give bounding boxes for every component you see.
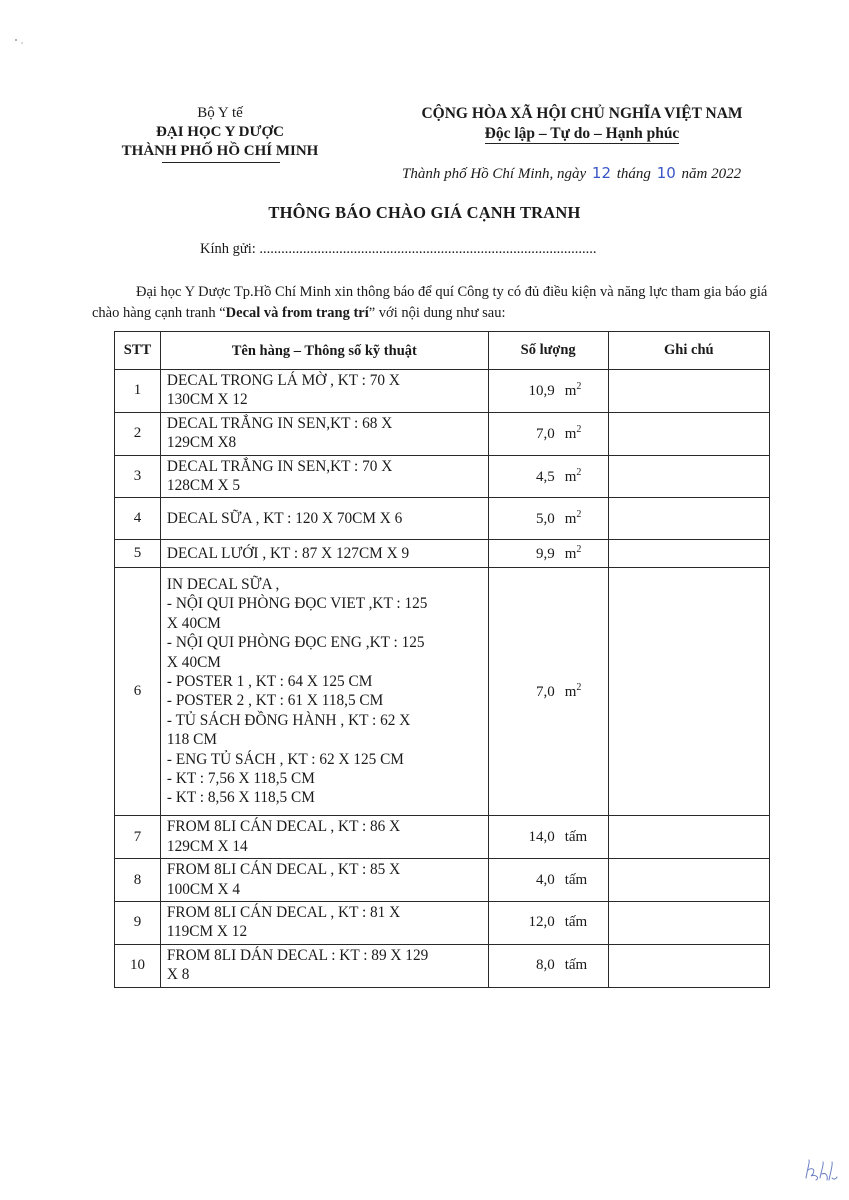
item-spec-line: - NỘI QUI PHÒNG ĐỌC ENG ,KT : 125 <box>166 634 425 652</box>
item-spec-line: IN DECAL SỮA , <box>166 576 280 593</box>
row-item-name <box>160 540 488 568</box>
row-note <box>608 455 769 498</box>
unit-text: tấm <box>564 828 588 845</box>
table-row <box>115 902 770 945</box>
unit-text: tấm <box>564 914 588 931</box>
intro-paragraph <box>92 282 772 324</box>
row-item-name <box>160 902 488 945</box>
dateline-year: năm 2022 <box>681 166 742 182</box>
table-row <box>115 455 770 498</box>
handwritten-month: 10 <box>656 164 676 182</box>
row-quantity <box>488 370 608 413</box>
item-spec-line: X 40CM <box>166 653 221 671</box>
item-spec-line: 129CM X 14 <box>166 837 248 855</box>
item-spec-line: DECAL LƯỚI , KT : 87 X 127CM X 9 <box>166 544 410 562</box>
item-spec-line: - KT : 7,56 X 118,5 CM <box>166 770 315 788</box>
row-quantity <box>488 859 608 902</box>
table-row <box>115 816 770 859</box>
quantity-unit <box>565 544 582 563</box>
row-quantity <box>488 540 608 568</box>
row-stt: 9 <box>115 902 161 945</box>
row-item-name <box>160 370 488 413</box>
quantity-unit <box>565 829 588 846</box>
header-stt: STT <box>115 332 161 370</box>
item-spec-line: X 40CM <box>166 614 221 632</box>
unit-exponent: 2 <box>576 424 582 436</box>
item-spec-line: 128CM X 5 <box>166 477 241 495</box>
item-spec-line: - KT : 8,56 X 118,5 CM <box>166 789 315 807</box>
item-spec-line: - ENG TỦ SÁCH , KT : 62 X 125 CM <box>166 750 404 768</box>
intro-start: Đại học Y Dược Tp.Hồ Chí Minh xin thông báo để quí Công ty có đủ điều kiện và năng lực tham gia báo giá chào hàng cạnh tranh “ <box>92 284 768 321</box>
table-row <box>115 944 770 987</box>
item-spec-line: - POSTER 1 , KT : 64 X 125 CM <box>166 673 373 691</box>
quantity-value: 12,0 <box>528 914 555 931</box>
item-spec-line: FROM 8LI CÁN DECAL , KT : 86 X <box>166 818 401 836</box>
dateline-month-label: tháng <box>616 166 651 182</box>
item-spec-line: - NỘI QUI PHÒNG ĐỌC VIET ,KT : 125 <box>166 595 428 613</box>
handwritten-day: 12 <box>591 164 612 182</box>
intro-item-name: Decal và from trang trí <box>225 305 369 321</box>
items-table <box>114 331 770 988</box>
row-stt: 10 <box>115 944 161 987</box>
row-item-name <box>160 568 488 816</box>
row-stt: 4 <box>115 498 161 540</box>
item-spec-line: DECAL SỮA , KT : 120 X 70CM X 6 <box>166 509 403 527</box>
quantity-value: 7,0 <box>535 426 555 443</box>
row-note <box>608 944 769 987</box>
row-quantity <box>488 816 608 859</box>
item-spec-line: DECAL TRẮNG IN SEN,KT : 70 X <box>166 457 393 475</box>
item-spec-line: X 8 <box>166 966 190 984</box>
unit-text: m <box>564 383 577 400</box>
quantity-unit <box>565 872 588 889</box>
item-spec-line: FROM 8LI CÁN DECAL , KT : 81 X <box>166 904 401 922</box>
unit-exponent: 2 <box>576 381 582 393</box>
quantity-unit <box>565 957 588 974</box>
quantity-value: 9,9 <box>535 546 555 563</box>
row-note <box>608 816 769 859</box>
unit-text: m <box>564 546 577 563</box>
quantity-unit <box>565 467 582 486</box>
quantity-unit <box>565 424 582 443</box>
row-stt: 1 <box>115 370 161 413</box>
item-spec-line: FROM 8LI DÁN DECAL : KT : 89 X 129 <box>166 946 429 964</box>
row-quantity <box>488 498 608 540</box>
unit-text: m <box>564 469 577 486</box>
document-title: THÔNG BÁO CHÀO GIÁ CẠNH TRANH <box>268 203 581 222</box>
row-item-name <box>160 944 488 987</box>
row-quantity <box>488 412 608 455</box>
row-note <box>608 902 769 945</box>
table-row <box>115 568 770 816</box>
item-spec-line: DECAL TRẮNG IN SEN,KT : 68 X <box>166 414 393 432</box>
quantity-value: 10,9 <box>528 383 555 400</box>
row-quantity <box>488 455 608 498</box>
item-spec-line: 129CM X8 <box>166 434 237 452</box>
row-item-name <box>160 412 488 455</box>
header-qty: Số lượng <box>488 332 608 370</box>
item-spec-line: - POSTER 2 , KT : 61 X 118,5 CM <box>166 692 384 710</box>
unit-text: tấm <box>564 871 588 888</box>
handwritten-initials-icon <box>802 1156 838 1184</box>
unit-exponent: 2 <box>576 682 582 694</box>
item-spec-line: 118 CM <box>166 731 217 749</box>
row-note <box>608 370 769 413</box>
quantity-unit <box>565 381 582 400</box>
unit-exponent: 2 <box>576 544 582 556</box>
issuer-block <box>90 104 350 161</box>
quantity-value: 8,0 <box>535 957 555 974</box>
unit-text: m <box>564 426 577 443</box>
quantity-unit <box>565 914 588 931</box>
header-note: Ghi chú <box>608 332 769 370</box>
dateline-prefix: Thành phố Hồ Chí Minh, ngày <box>402 166 587 182</box>
quantity-value: 7,0 <box>535 684 555 701</box>
item-spec-line: 100CM X 4 <box>166 880 241 898</box>
quantity-value: 4,5 <box>535 469 555 486</box>
unit-exponent: 2 <box>576 467 582 479</box>
table-row <box>115 859 770 902</box>
row-stt: 5 <box>115 540 161 568</box>
ministry-name: Bộ Y tế <box>197 105 243 121</box>
item-spec-line: 119CM X 12 <box>166 923 248 941</box>
row-note <box>608 540 769 568</box>
quantity-unit <box>565 682 582 701</box>
row-note <box>608 568 769 816</box>
row-item-name <box>160 498 488 540</box>
intro-end: ” với nội dung như sau: <box>368 305 506 321</box>
row-item-name <box>160 455 488 498</box>
row-stt: 8 <box>115 859 161 902</box>
university-name: ĐẠI HỌC Y DƯỢC <box>156 124 284 140</box>
national-motto: Độc lập – Tự do – Hạnh phúc <box>484 125 680 142</box>
unit-text: m <box>564 684 577 701</box>
row-item-name <box>160 816 488 859</box>
row-note <box>608 412 769 455</box>
table-row <box>115 498 770 540</box>
quantity-unit <box>565 509 582 528</box>
row-note <box>608 498 769 540</box>
item-spec-line: DECAL TRONG LÁ MỜ , KT : 70 X <box>166 372 400 389</box>
country-name: CỘNG HÒA XÃ HỘI CHỦ NGHĨA VIỆT NAM <box>421 105 743 122</box>
row-stt: 3 <box>115 455 161 498</box>
scan-speck-icon <box>14 38 26 46</box>
recipient-line: Kính gửi: ............................................................................................. <box>200 241 597 257</box>
quantity-value: 4,0 <box>535 871 555 888</box>
dateline <box>402 164 741 183</box>
row-note <box>608 859 769 902</box>
quantity-value: 14,0 <box>528 828 555 845</box>
quantity-value: 5,0 <box>535 511 555 528</box>
table-row <box>115 412 770 455</box>
item-spec-line: - TỦ SÁCH ĐỒNG HÀNH , KT : 62 X <box>166 711 411 729</box>
table-row <box>115 370 770 413</box>
issuer-underline <box>162 162 280 163</box>
row-item-name <box>160 859 488 902</box>
header-name: Tên hàng – Thông số kỹ thuật <box>160 332 488 370</box>
row-stt: 6 <box>115 568 161 816</box>
item-spec-line: FROM 8LI CÁN DECAL , KT : 85 X <box>166 861 401 879</box>
item-spec-line: 130CM X 12 <box>166 391 248 409</box>
row-stt: 2 <box>115 412 161 455</box>
row-stt: 7 <box>115 816 161 859</box>
table-header-row <box>115 332 770 370</box>
unit-text: m <box>564 511 577 528</box>
unit-exponent: 2 <box>576 509 582 521</box>
row-quantity <box>488 902 608 945</box>
city-name: THÀNH PHỐ HỒ CHÍ MINH <box>121 143 319 159</box>
unit-text: tấm <box>564 957 588 974</box>
national-header <box>392 104 772 144</box>
row-quantity <box>488 568 608 816</box>
row-quantity <box>488 944 608 987</box>
table-row <box>115 540 770 568</box>
